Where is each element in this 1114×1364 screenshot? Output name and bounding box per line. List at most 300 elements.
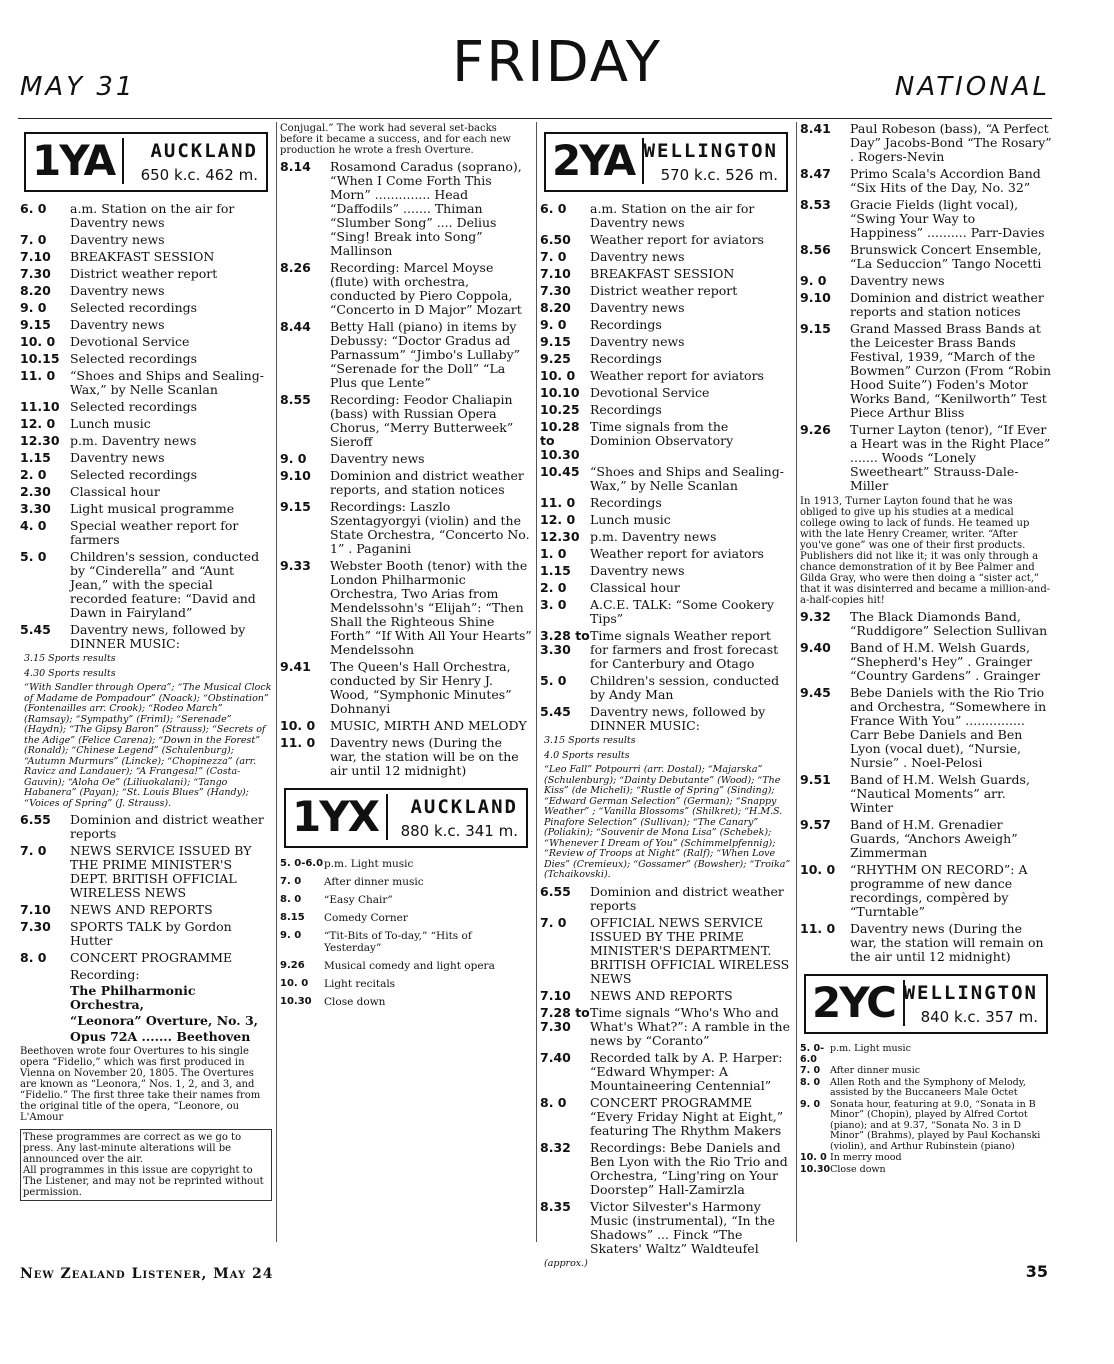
entry-time: 10. 0 — [800, 862, 836, 877]
entry-description: CONCERT PROGRAMME — [70, 950, 233, 965]
schedule-entry — [20, 903, 272, 917]
entry-description: Victor Silvester's Harmony Music (instrumental), “In the Shadows” ... Finck “The Skaters' Waltz” Waldteufel — [590, 1198, 776, 1256]
entry-time: 9.57 — [800, 817, 831, 832]
entry-description: Light recitals — [324, 978, 396, 990]
entry-time: 3. 0 — [540, 597, 567, 612]
schedule-entry — [20, 920, 272, 948]
schedule-entry — [20, 434, 272, 448]
entry-time: 7.10 — [540, 266, 571, 281]
header-day: FRIDAY — [452, 30, 662, 95]
schedule-entry — [540, 386, 792, 400]
station-logo: 2YC — [812, 980, 905, 1026]
schedule-entry — [800, 1100, 1052, 1153]
entry-description: Special weather report for farmers — [70, 518, 239, 547]
schedule-entry — [20, 250, 272, 264]
entry-time: 3.28 to 3.30 — [540, 628, 590, 657]
entry-description: Daventry news — [70, 283, 165, 298]
entry-description: Time signals Weather report for farmers and frost forecast for Canterbury and Otago — [590, 628, 779, 671]
entry-description: p.m. Light music — [324, 858, 414, 870]
concert-line: Opus 72A ....... Beethoven — [70, 1029, 251, 1044]
schedule-entry — [280, 930, 532, 954]
schedule-entry — [20, 451, 272, 465]
entry-time: 9.10 — [280, 468, 311, 483]
entry-description: Dominion and district weather reports, and station notices — [330, 468, 524, 497]
schedule-entry — [540, 1006, 792, 1048]
schedule-entry — [280, 960, 532, 972]
dinner-music-list: “Leo Fall” Potpourri (arr. Dostal); “Majarska” (Schulenburg); “Dainty Debutante” (Wood); “The Kiss” (de Micheli); “Rustle of Spring” (Sinding); “Edward German Selection” (German); “Snappy Weather” ; “Vanilla Blossoms” (Shilkret); “H.M.S. Pinafore Selection” (Sullivan); “The Canary” (Poliakin); “Souvenir de Mona Lisa” (Schebek); “Whenever I Dream of You” (Schimmelpfennig); “Review of Troops at Night” (Ralf); “When Love Dies” (Cremieux); “Gossamer” (Bowsher); “Troika” (Tchaikovski). — [544, 764, 791, 880]
schedule-entry — [280, 559, 532, 657]
entry-time: 8.32 — [540, 1139, 571, 1155]
entry-time: 9.40 — [800, 640, 831, 655]
station-logo: 2YA — [552, 138, 644, 184]
column-1yA — [20, 122, 272, 1242]
entry-time: 7.40 — [540, 1049, 571, 1065]
schedule-entry — [800, 686, 1052, 770]
sports-note: 3.15 Sports results — [24, 653, 116, 664]
entry-description: Dominion and district weather reports and station notices — [850, 290, 1044, 319]
entry-time: 8.20 — [20, 283, 51, 298]
column-1ya-cont — [280, 122, 532, 1242]
entry-description: p.m. Daventry news — [70, 433, 197, 448]
column-divider — [796, 122, 797, 1242]
station-frequency: 570 k.c. 526 m. — [660, 166, 778, 184]
schedule-entry — [800, 1153, 1052, 1164]
schedule-entry — [540, 420, 792, 462]
schedule-entry — [800, 167, 1052, 195]
schedule-list — [280, 160, 532, 778]
entry-description: NEWS AND REPORTS — [70, 902, 213, 917]
entry-time: 10.28 to 10.30 — [540, 419, 580, 462]
schedule-entry — [20, 550, 272, 620]
entry-time: 6.55 — [20, 812, 51, 827]
entry-time: 8.47 — [800, 166, 831, 181]
station-box-1yx — [284, 788, 528, 848]
entry-time: 9. 0 — [800, 273, 827, 288]
schedule-entry — [540, 885, 792, 913]
schedule-entry — [280, 719, 532, 733]
schedule-entry — [280, 894, 532, 906]
entry-description: Brunswick Concert Ensemble, “La Seduccion” Tango Nocetti — [850, 242, 1042, 271]
entry-description: Grand Massed Brass Bands at the Leicester Brass Bands Festival, 1939, “March of the Bowmen” Curzon (From “Robin Hood Suite”) Foden's Motor Works Band, “Kenilworth” Test Piece Arthur Bliss — [850, 321, 1052, 420]
entry-time: 9.51 — [800, 772, 831, 787]
entry-description: “Shoes and Ships and Sealing-Wax,” by Nelle Scanlan — [590, 464, 784, 493]
station-name: AUCKLAND — [410, 796, 518, 818]
entry-description: Selected recordings — [70, 399, 198, 414]
entry-time: 5. 0-6.0 — [800, 1043, 825, 1065]
schedule-entry — [20, 951, 272, 965]
schedule-entry — [540, 301, 792, 315]
entry-description: a.m. Station on the air for Daventry news — [70, 201, 235, 230]
entry-time: 9.15 — [540, 334, 571, 349]
schedule-entry — [540, 352, 792, 366]
notice-box — [20, 1129, 272, 1201]
entry-time: 5. 0-6.0 — [280, 858, 324, 869]
entry-description: District weather report — [590, 283, 738, 298]
entry-description: Musical comedy and light opera — [324, 960, 495, 972]
entry-time: 7. 0 — [280, 876, 302, 887]
schedule-entry — [540, 284, 792, 298]
schedule-entry — [280, 660, 532, 716]
schedule-entry — [800, 773, 1052, 815]
schedule-entry — [540, 598, 792, 626]
entry-description: Turner Layton (tenor), “If Ever a Heart was in the Right Place” ....... Woods “Lonely Sweetheart” Strauss-Dale-Miller — [850, 422, 1051, 493]
schedule-entry — [20, 519, 272, 547]
schedule-entry — [20, 202, 272, 230]
station-name: WELLINGTON — [643, 140, 778, 162]
entry-description: Time signals from the Dominion Observatory — [590, 419, 734, 448]
schedule-entry — [540, 335, 792, 349]
schedule-entry — [540, 916, 792, 986]
schedule-entry — [540, 1096, 792, 1138]
entry-description: Primo Scala's Accordion Band “Six Hits of the Day, No. 32” — [850, 166, 1041, 195]
entry-description: a.m. Station on the air for Daventry news — [590, 201, 755, 230]
entry-description: SPORTS TALK by Gordon Hutter — [70, 919, 232, 948]
schedule-entry — [280, 160, 532, 258]
entry-time: 9. 0 — [280, 930, 302, 941]
layton-note: In 1913, Turner Layton found that he was obliged to give up his studies at a medical college owing to lack of funds. He teamed up with the late Henry Creamer, writer. “After you've gone” was one of their first products. Publishers did not like it; it was only through a chance demonstration of it by Bee Palmer and Gilda Gray, who were then doing a “sister act,” that it was disinterred and became a million-and-a-half-copies hit! — [800, 496, 1051, 606]
header-rule — [18, 118, 1052, 119]
schedule-entry — [20, 267, 272, 281]
schedule-entry — [20, 813, 272, 841]
schedule-entry — [280, 452, 532, 466]
station-frequency: 650 k.c. 462 m. — [140, 166, 258, 184]
entry-time: 10. 0 — [800, 1152, 827, 1163]
sports-note: 3.15 Sports results — [544, 735, 636, 746]
schedule-entry — [20, 844, 272, 900]
schedule-entry — [20, 417, 272, 431]
station-logo: 1YX — [292, 794, 388, 840]
entry-description: Recordings: Bebe Daniels and Ben Lyon with the Rio Trio and Orchestra, “Ling'ring on Your Doorstep” Hall-Zamirzla — [590, 1139, 788, 1197]
entry-time: 8. 0 — [280, 894, 302, 905]
schedule-entry — [800, 1066, 1052, 1077]
schedule-list — [800, 1044, 1052, 1175]
entry-time: 10.30 — [280, 996, 312, 1007]
entry-time: 4. 0 — [20, 518, 47, 533]
entry-description: Recorded talk by A. P. Harper: “Edward Whymper: A Mountaineering Centennial” — [590, 1049, 783, 1093]
entry-description: Recordings — [590, 495, 662, 510]
schedule-entry — [540, 564, 792, 578]
entry-time: 8.44 — [280, 319, 311, 334]
entry-time: 10. 0 — [280, 718, 316, 733]
entry-description: “Tit-Bits of To-day,” “Hits of Yesterday” — [324, 930, 472, 954]
schedule-entry — [280, 858, 532, 870]
schedule-entry — [540, 496, 792, 510]
entry-description: Classical hour — [70, 484, 160, 499]
entry-time: 9.33 — [280, 558, 311, 573]
entry-description: Daventry news — [590, 300, 685, 315]
station-name: WELLINGTON — [903, 982, 1038, 1004]
schedule-entry — [800, 1165, 1052, 1176]
footer-publication: New Zealand Listener, May 24 — [20, 1266, 274, 1282]
entry-description: Daventry news — [590, 249, 685, 264]
entry-description: Time signals “Who's Who and What's What?”: A ramble in the news by “Coranto” — [590, 1004, 790, 1048]
sports-note: 4.0 Sports results — [544, 749, 630, 761]
entry-description: “Easy Chair” — [324, 894, 393, 906]
entry-time: 9.25 — [540, 351, 571, 366]
entry-time: 6.50 — [540, 232, 571, 247]
entry-description: Devotional Service — [590, 385, 710, 400]
entry-description: Selected recordings — [70, 467, 198, 482]
entry-time: 10.30 — [800, 1163, 831, 1175]
schedule-entry — [540, 547, 792, 561]
entry-description: Daventry news, followed by DINNER MUSIC: — [70, 622, 246, 651]
schedule-entry — [20, 335, 272, 349]
entry-time: 2.30 — [20, 484, 51, 499]
schedule-entry — [800, 922, 1052, 964]
entry-time: 7.30 — [20, 266, 51, 281]
schedule-entry — [540, 1200, 792, 1256]
dinner-music-list: “With Sandler through Opera”; “The Musical Clock of Madame de Pompadour” (Noack); “Obstination” (Fontenailles arr. Crook); “Rodeo March” (Ramsay); “Sympathy” (Friml); “Serenade” (Haydn); “The Gipsy Baron” (Strauss); “Secrets of the Adige” (Felice Carena); “Down in the Forest” (Ronald); “Chinese Legend” (Schulenburg); “Autumn Murmurs” (Lincke); “Chopinezza” (arr. Ravicz and Landauer); “A Frangesa!” (Costa-Gauvin); “Aloha Oe” (Liliuokalani); “Tango Habanera” (Payan); “St. Louis Blues” (Handy); “Voices of Spring” (J. Strauss). — [24, 682, 272, 809]
entry-time: 9. 0 — [540, 317, 567, 332]
entry-time: 8.55 — [280, 392, 311, 407]
entry-description: District weather report — [70, 266, 218, 281]
entry-time: 8.26 — [280, 260, 311, 275]
entry-description: p.m. Light music — [830, 1043, 911, 1054]
entry-description: After dinner music — [324, 876, 424, 888]
entry-description: Close down — [830, 1163, 886, 1175]
entry-description: Weather report for aviators — [590, 232, 764, 247]
entry-time: 5. 0 — [20, 549, 47, 564]
header-date: MAY 31 — [20, 72, 136, 102]
entry-description: Recordings — [590, 402, 662, 417]
entry-time: 7.10 — [20, 902, 51, 917]
column-divider — [536, 122, 537, 1242]
schedule-entry — [20, 369, 272, 397]
station-box-2ya — [544, 132, 788, 192]
entry-time: 12.30 — [540, 529, 580, 544]
schedule-list — [800, 610, 1052, 964]
entry-description: NEWS SERVICE ISSUED BY THE PRIME MINISTER'S DEPT. BRITISH OFFICIAL WIRELESS NEWS — [70, 843, 252, 900]
schedule-entry — [540, 705, 792, 733]
station-box-2yc — [804, 974, 1048, 1034]
entry-time: 9.10 — [800, 290, 831, 305]
entry-description: Light musical programme — [70, 501, 235, 516]
entry-time: 7.28 to 7.30 — [540, 1004, 590, 1034]
entry-description: Band of H.M. Welsh Guards, “Shepherd's Hey” . Grainger “Country Gardens” . Grainger — [850, 640, 1041, 683]
entry-time: 7.10 — [20, 249, 51, 264]
column-2ya — [540, 122, 792, 1269]
schedule-list — [280, 858, 532, 1008]
entry-description: Allen Roth and the Symphony of Melody, assisted by the Buccaneers Male Octet — [830, 1076, 1026, 1098]
concert-lines — [20, 968, 272, 1044]
entry-time: 9.15 — [20, 317, 51, 332]
schedule-entry — [540, 267, 792, 281]
entry-description: Daventry news (During the war, the station will be on the air until 12 midnight) — [330, 735, 519, 778]
entry-time: 9.45 — [800, 685, 831, 700]
entry-description: MUSIC, MIRTH AND MELODY — [330, 718, 527, 733]
schedule-entry — [800, 1044, 1052, 1065]
entry-description: p.m. Daventry news — [590, 529, 717, 544]
beethoven-note: Beethoven wrote four Overtures to his single opera “Fidelio,” which was first produced in Vienna on November 20, 1805. The Overtures are known as “Leonora,” Nos. 1, 2, and 3, and “Fidelio.” The first three take their names from the original title of the opera, “Leonore, ou L'Amour — [20, 1046, 261, 1123]
entry-time: 10. 0 — [280, 978, 309, 989]
station-box-1ya — [24, 132, 268, 192]
schedule-entry — [280, 320, 532, 390]
schedule-entry — [800, 423, 1052, 493]
schedule-entry — [280, 261, 532, 317]
entry-description: Webster Booth (tenor) with the London Philharmonic Orchestra, Two Arias from Mendelssohn's “Elijah”: “Then Shall the Righteous Shine Forth” “If With All Your Hearts” Mendelssohn — [330, 558, 532, 657]
entry-time: 7. 0 — [20, 843, 47, 858]
station-frequency: 840 k.c. 357 m. — [920, 1008, 1038, 1026]
schedule-entry — [800, 122, 1052, 164]
entry-description: Band of H.M. Grenadier Guards, “Anchors Aweigh” Zimmerman — [850, 817, 1018, 860]
entry-description: After dinner music — [830, 1065, 921, 1076]
entry-description: The Black Diamonds Band, “Ruddigore” Selection Sullivan — [850, 609, 1048, 638]
notice-text: These programmes are correct as we go to press. Any last-minute alterations will be announced over the air. — [23, 1132, 242, 1165]
entry-description: Daventry news — [70, 450, 165, 465]
schedule-entry — [800, 863, 1052, 919]
schedule-entry — [20, 623, 272, 651]
entry-description: Close down — [324, 996, 386, 1008]
schedule-list — [540, 885, 792, 1256]
entry-description: Bebe Daniels with the Rio Trio and Orchestra, “Somewhere in France With You” ............... Carr Bebe Daniels and Ben Lyon (vocal duet), “Nursie, Nursie” . Noel-Pelosi — [850, 685, 1047, 770]
entry-time: 8.14 — [280, 159, 311, 174]
schedule-list — [540, 202, 792, 733]
entry-description: Daventry news — [590, 334, 685, 349]
entry-time: 8. 0 — [540, 1094, 567, 1110]
schedule-entry — [800, 1078, 1052, 1099]
schedule-entry — [540, 629, 792, 671]
schedule-entry — [540, 318, 792, 332]
header-section: NATIONAL — [894, 72, 1050, 102]
schedule-entry — [280, 978, 532, 990]
entry-time: 5. 0 — [540, 673, 567, 688]
entry-description: Daventry news — [70, 317, 165, 332]
entry-description: Paul Robeson (bass), “A Perfect Day” Jacobs-Bond “The Rosary” . Rogers-Nevin — [850, 121, 1052, 164]
entry-time: 9.15 — [800, 321, 831, 336]
entry-time: 12.30 — [20, 433, 60, 448]
entry-time: 9.15 — [280, 499, 311, 514]
column-divider — [276, 122, 277, 1242]
entry-description: Recordings — [590, 317, 662, 332]
entry-time: 1. 0 — [540, 546, 567, 561]
entry-description: Selected recordings — [70, 300, 198, 315]
sports-note: 4.30 Sports results — [24, 667, 116, 679]
schedule-entry — [540, 369, 792, 383]
entry-description: Betty Hall (piano) in items by Debussy: “Doctor Gradus ad Parnassum” “Jimbo's Lullaby” “Serenade for the Doll” “La Plus que Lente” — [330, 319, 521, 390]
entry-description: CONCERT PROGRAMME “Every Friday Night at Eight,” featuring The Rhythm Makers — [590, 1094, 784, 1138]
entry-description: “Shoes and Ships and Sealing-Wax,” by Nelle Scanlan — [70, 368, 264, 397]
schedule-entry — [540, 1141, 792, 1197]
entry-time: 11. 0 — [280, 735, 316, 750]
schedule-entry — [540, 530, 792, 544]
entry-description: BREAKFAST SESSION — [590, 266, 735, 281]
schedule-entry — [800, 243, 1052, 271]
schedule-list — [800, 122, 1052, 493]
entry-time: 9.26 — [800, 422, 831, 437]
schedule-entry — [800, 818, 1052, 860]
entry-time: 7. 0 — [540, 249, 567, 264]
entry-description: Recording: Feodor Chaliapin (bass) with Russian Opera Chorus, “Merry Butterweek” Sieroff — [330, 392, 514, 449]
entry-time: 9. 0 — [20, 300, 47, 315]
schedule-entry — [800, 291, 1052, 319]
entry-time: 11. 0 — [800, 921, 836, 936]
page-number: 35 — [1025, 1262, 1048, 1281]
schedule-entry — [540, 202, 792, 230]
schedule-entry — [280, 469, 532, 497]
entry-time: 12. 0 — [540, 512, 576, 527]
entry-description: Daventry news — [70, 232, 165, 247]
entry-time: 7.10 — [540, 987, 571, 1003]
entry-time: 9.41 — [280, 659, 311, 674]
entry-time: 7.30 — [540, 283, 571, 298]
entry-description: NEWS AND REPORTS — [590, 987, 733, 1003]
entry-description: Recordings — [590, 351, 662, 366]
schedule-entry — [280, 876, 532, 888]
schedule-entry — [800, 610, 1052, 638]
entry-description: OFFICIAL NEWS SERVICE ISSUED BY THE PRIME MINISTER'S DEPARTMENT. BRITISH OFFICIAL WIRELESS NEWS — [590, 914, 790, 986]
schedule-entry — [800, 641, 1052, 683]
entry-time: 8.20 — [540, 300, 571, 315]
entry-time: 6. 0 — [20, 201, 47, 216]
schedule-entry — [800, 322, 1052, 420]
entry-description: Devotional Service — [70, 334, 190, 349]
entry-description: In merry mood — [830, 1152, 902, 1163]
entry-time: 12. 0 — [20, 416, 56, 431]
entry-time: 11. 0 — [540, 495, 576, 510]
entry-description: Selected recordings — [70, 351, 198, 366]
entry-time: 10.10 — [540, 385, 580, 400]
schedule-list — [20, 202, 272, 651]
entry-description: Band of H.M. Welsh Guards, “Nautical Moments” arr. Winter — [850, 772, 1030, 815]
entry-time: 10. 0 — [20, 334, 56, 349]
entry-time: 6. 0 — [540, 201, 567, 216]
entry-time: 6.55 — [540, 883, 571, 899]
schedule-entry — [20, 502, 272, 516]
entry-time: 1.15 — [20, 450, 51, 465]
schedule-entry — [800, 198, 1052, 240]
entry-time: 7.30 — [20, 919, 51, 934]
concert-line: Recording: — [70, 967, 140, 982]
entry-time: 2. 0 — [540, 580, 567, 595]
schedule-entry — [540, 581, 792, 595]
station-name: AUCKLAND — [150, 140, 258, 162]
schedule-entry — [540, 465, 792, 493]
schedule-entry — [540, 403, 792, 417]
schedule-entry — [540, 513, 792, 527]
entry-description: Lunch music — [590, 512, 671, 527]
entry-time: 9.32 — [800, 609, 831, 624]
schedule-entry — [20, 400, 272, 414]
entry-time: 9. 0 — [280, 451, 307, 466]
entry-description: Recordings: Laszlo Szentagyorgyi (violin) and the State Orchestra, “Concerto No. 1” . Paganini — [330, 499, 530, 556]
station-frequency: 880 k.c. 341 m. — [400, 822, 518, 840]
entry-time: 3.30 — [20, 501, 51, 516]
schedule-entry — [540, 989, 792, 1003]
overture-note: Conjugal.” The work had several set-backs before it became a success, and for each new production he wrote a fresh Overture. — [280, 123, 511, 156]
approx-note: (approx.) — [544, 1257, 588, 1269]
entry-time: 11.10 — [20, 399, 60, 414]
entry-time: 2. 0 — [20, 467, 47, 482]
copyright-text: All programmes in this issue are copyright to The Listener, and may not be reprinted without permission. — [23, 1165, 264, 1198]
schedule-entry — [540, 674, 792, 702]
entry-description: BREAKFAST SESSION — [70, 249, 215, 264]
entry-description: A.C.E. TALK: “Some Cookery Tips” — [590, 597, 774, 626]
entry-time: 11. 0 — [20, 368, 56, 383]
entry-time: 5.45 — [20, 622, 51, 637]
entry-description: Recording: Marcel Moyse (flute) with orchestra, conducted by Piero Coppola, “Concerto in D Major” Mozart — [330, 260, 522, 317]
entry-time: 10.45 — [540, 464, 580, 479]
entry-time: 1.15 — [540, 563, 571, 578]
schedule-entry — [20, 233, 272, 247]
schedule-entry — [540, 1051, 792, 1093]
schedule-entry — [20, 301, 272, 315]
schedule-entry — [280, 393, 532, 449]
entry-description: Daventry news — [850, 273, 945, 288]
entry-description: Sonata hour, featuring at 9.0, “Sonata in B Minor” (Chopin), played by Alfred Cortot (piano); and at 9.37, “Sonata No. 3 in D Minor” (Brahms), played by Paul Kochanski (violin), and Arthur Rubinstein (piano) — [830, 1098, 1041, 1152]
schedule-list — [20, 813, 272, 965]
entry-time: 8.35 — [540, 1198, 571, 1214]
schedule-entry — [280, 912, 532, 924]
